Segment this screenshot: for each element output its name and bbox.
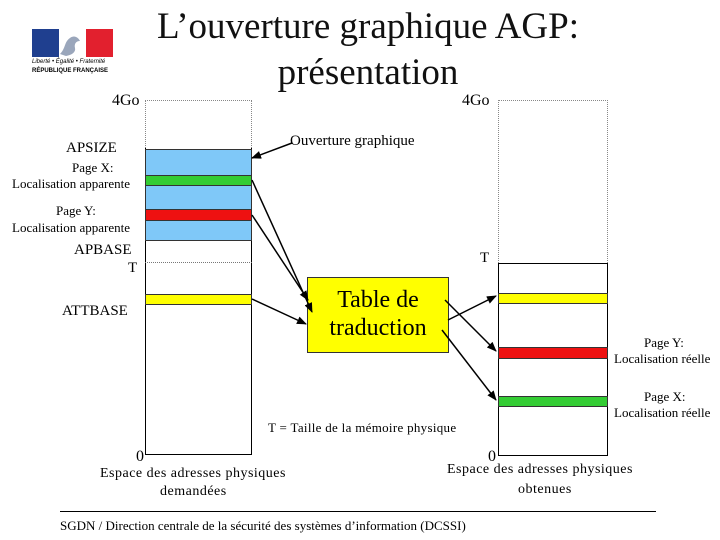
right-caption-1: Espace des adresses physiques: [447, 462, 633, 477]
right-caption-2: obtenues: [518, 482, 572, 497]
footer-rule: [60, 511, 656, 512]
arrow-attbase-to-table: [252, 299, 306, 324]
left-caption-2: demandées: [160, 484, 227, 499]
footer-text: SGDN / Direction centrale de la sécurité des systèmes d’information (DCSSI): [60, 518, 466, 533]
right-page-x-label-1: Page X:: [644, 389, 686, 404]
left-page-y-label-1: Page Y:: [56, 203, 96, 218]
right-page-y-label-2: Localisation réelle: [614, 351, 711, 366]
left-page-x-label-1: Page X:: [72, 160, 114, 175]
arrow-page-y-to-table: [252, 215, 308, 300]
left-caption-1: Espace des adresses physiques: [100, 466, 286, 481]
apbase-t-label: T: [128, 260, 138, 276]
right-page-y-label-1: Page Y:: [644, 335, 684, 350]
right-zero-label: 0: [488, 448, 496, 465]
right-page-x-label-2: Localisation réelle: [614, 405, 711, 420]
arrow-ouverture-to-aperture: [252, 143, 292, 158]
arrow-table-to-t: [448, 296, 496, 320]
ouverture-graphique-label: Ouverture graphique: [290, 133, 415, 149]
table-label-2: traduction: [329, 315, 427, 341]
right-4go-label: 4Go: [462, 92, 490, 109]
logo-name: RÉPUBLIQUE FRANÇAISE: [32, 68, 109, 74]
page-title: L’ouverture graphique AGP: présentation: [157, 6, 579, 93]
apsize-label: APSIZE: [66, 140, 117, 156]
apbase-label: APBASE: [74, 242, 132, 258]
arrow-table-to-real-page-x: [442, 330, 496, 400]
attbase-label: ATTBASE: [62, 303, 128, 319]
left-zero-label: 0: [136, 448, 144, 465]
left-page-x-label-2: Localisation apparente: [12, 176, 131, 191]
logo-motto: Liberté • Égalité • Fraternité: [32, 59, 106, 65]
left-page-y-label-2: Localisation apparente: [12, 220, 131, 235]
right-t-label: T: [480, 250, 490, 266]
left-4go-label: 4Go: [112, 92, 140, 109]
table-label-1: Table de: [337, 287, 419, 313]
t-definition-label: T = Taille de la mémoire physique: [268, 420, 457, 435]
